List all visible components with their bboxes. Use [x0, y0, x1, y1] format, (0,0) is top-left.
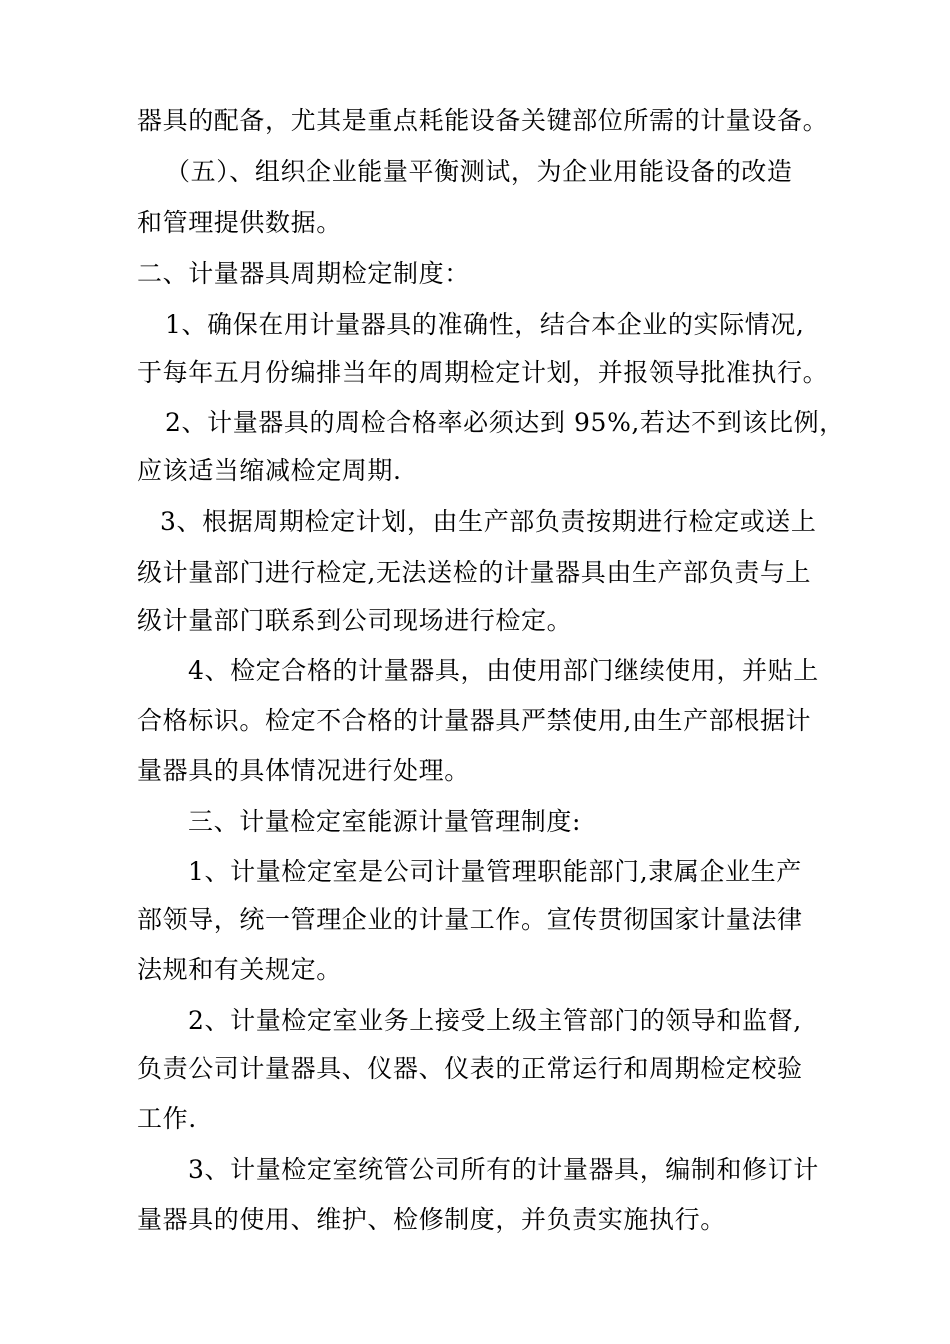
text-line: 于每年五月份编排当年的周期检定计划，并报领导批准执行。: [137, 358, 829, 387]
text-line: 2、计量器具的周检合格率必须达到 95%,若达不到该比例，: [165, 408, 845, 437]
text-line: 负责公司计量器具、仪器、仪表的正常运行和周期检定校验: [137, 1054, 803, 1083]
section-heading: 二、计量器具周期检定制度：: [137, 259, 470, 288]
text-line: 器具的配备，尤其是重点耗能设备关键部位所需的计量设备。: [137, 106, 829, 135]
section-heading: 三、计量检定室能源计量管理制度:: [188, 807, 582, 836]
text-line: 级计量部门联系到公司现场进行检定。: [137, 606, 573, 635]
text-line: 量器具的具体情况进行处理。: [137, 756, 470, 785]
text-line: 法规和有关规定。: [137, 955, 342, 984]
text-line: 1、确保在用计量器具的准确性，结合本企业的实际情况,: [165, 310, 805, 339]
text-line: 3、根据周期检定计划，由生产部负责按期进行检定或送上: [160, 507, 817, 536]
text-line: 4、检定合格的计量器具，由使用部门继续使用，并贴上: [188, 656, 819, 685]
text-line: 应该适当缩减检定周期.: [137, 456, 402, 485]
text-line: 部领导，统一管理企业的计量工作。宣传贯彻国家计量法律: [137, 905, 803, 934]
text-line: （五）、组织企业能量平衡测试，为企业用能设备的改造: [165, 157, 793, 186]
text-line: 工作.: [137, 1104, 197, 1133]
text-line: 2、计量检定室业务上接受上级主管部门的领导和监督,: [188, 1006, 802, 1035]
text-line: 量器具的使用、维护、检修制度，并负责实施执行。: [137, 1205, 726, 1234]
text-line: 合格标识。检定不合格的计量器具严禁使用,由生产部根据计: [137, 706, 812, 735]
text-line: 1、计量检定室是公司计量管理职能部门,隶属企业生产: [188, 857, 802, 886]
text-line: 3、计量检定室统管公司所有的计量器具，编制和修订计: [188, 1155, 819, 1184]
text-line: 级计量部门进行检定,无法送检的计量器具由生产部负责与上: [137, 558, 812, 587]
text-line: 和管理提供数据。: [137, 208, 342, 237]
